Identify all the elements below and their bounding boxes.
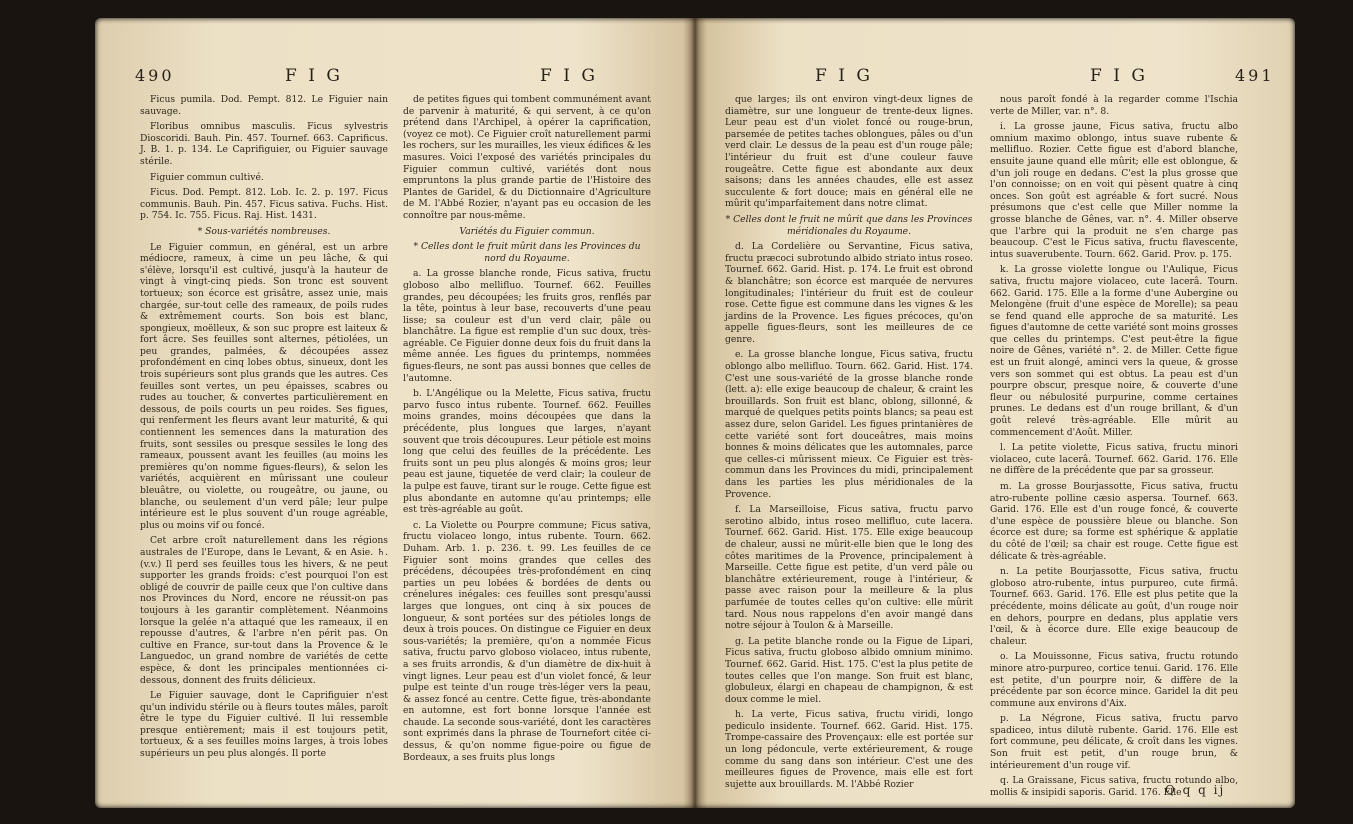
paragraph: * Celles dont le fruit ne mûrit que dans les Provinces méridionales du Royaume. (725, 213, 973, 237)
paragraph: Floribus omnibus masculis. Ficus sylvestris Dioscoridi. Bauh. Pin. 457. Tournef. 663. Caprificus. J. B. 1. p. 134. Le Caprifiguier, ou Figuier sauvage stérile. (140, 121, 388, 167)
paragraph: Le Figuier sauvage, dont le Caprifiguier n'est qu'un individu stérile ou à fleurs toutes mâles, paroît être le type du Figuier cultivé. Il lui ressemble presque entièrement; mais il est toujours petit, tortueux, & a ses feuilles moins larges, à trois lobes supérieurs un peu plus alongés. Il porte (140, 690, 388, 760)
paragraph: nous paroît fondé à la regarder comme l'Ischia verte de Miller, var. n°. 8. (990, 94, 1238, 117)
paragraph: g. La petite blanche ronde ou la Figue de Lipari, Ficus sativa, fructu globoso albido omnium minimo. Tournef. 662. Garid. Hist. 175. C'est la plus petite de toutes celles que l'on mange. Son fruit est blanc, globuleux, élargi en chapeau de champignon, & est doux comme le miel. (725, 635, 973, 705)
paragraph: Le Figuier commun, en général, est un arbre médiocre, rameux, à cime un peu lâche, & qui s'élève, lorsqu'il est cultivé, jusqu'à la hauteur de vingt à vingt-cinq pieds. Son tronc est souvent tortueux; son écorce est grisâtre, assez unie, mais chargée, sur-tout celle des rameaux, de poils rudes & extrêmement courts. Son bois est blanc, spongieux, moëlleux, & son suc propre est laiteux & fort âcre. Ses feuilles sont alternes, pétiolées, un peu grandes, palmées, & découpées assez profondément en cinq lobes obtus, sinueux, dont les trois supérieurs sont plus grands que les autres. Ces feuilles sont vertes, un peu épaisses, scabres ou rudes au toucher, & convertes particulièrement en dessous, de poils courts un peu roides. Ses figues, qui renferment les fleurs avant leur maturité, & qui contiennent les semences dans la maturation des fruits, sont sessiles ou presque sessiles le long des rameaux, poussent avant les feuilles (au moins les premières qu'on nomme figues-fleurs), & selon les variétés, acquièrent en mûrissant une couleur bleuâtre, ou violette, ou rougeâtre, ou jaune, ou blanche, ou seulement d'un verd pâle; leur pulpe intérieure est le plus souvent d'un rouge agréable, plus ou moins vif ou foncé. (140, 241, 388, 531)
right-page-number: 491 (1235, 66, 1275, 85)
paragraph: Ficus. Dod. Pempt. 812. Lob. Ic. 2. p. 197. Ficus communis. Bauh. Pin. 457. Ficus sativa. Fuchs. Hist. p. 754. Ic. 755. Ficus. Raj. Hist. 1431. (140, 187, 388, 222)
paragraph: Ficus pumila. Dod. Pempt. 812. Le Figuier nain sauvage. (140, 94, 388, 117)
paragraph: * Sous-variétés nombreuses. (197, 225, 331, 237)
right-column-2 (990, 94, 1238, 802)
right-running-head: F I G (815, 66, 873, 86)
paragraph: k. La grosse violette longue ou l'Aulique, Ficus sativa, fructu majore violaceo, cute lacerâ. Tourn. 662. Garid. 175. Elle a la forme d'une Aubergine ou Melongène (fruit d'une espèce de Morelle); sa peau se fend quand elle approche de sa maturité. Les figues d'automne de cette variété sont moins grosses que celles du printemps. C'est peut-être la figue noire de Gênes, variété n°. 2. de Miller. Cette figue est un fruit alongé, aminci vers la queue, & grosse vers son sommet qui est obtus. La peau est d'un pourpre obscur, presque noire, & couverte d'une fleur ou nébulosité purpurine, comme certaines prunes. Le dedans est d'un rouge brillant, & d'un goût relevé très-agréable. Elle mûrit au commencement d'Août. Miller. (990, 264, 1238, 438)
paragraph: d. La Cordelière ou Servantine, Ficus sativa, fructu præcoci subrotundo albido striato intus roseo. Tournef. 662. Garid. Hist. p. 174. Le fruit est obrond & blanchâtre; son écorce est marquée de nervures longitudinales; l'intérieur du fruit est de couleur rose. Cette figue est commune dans les vignes & les jardins de la Provence. Les figues précoces, qu'on appelle figues-fleurs, sont les meilleures de ce genre. (725, 241, 973, 345)
left-column-2 (403, 94, 651, 767)
paragraph: p. La Négrone, Ficus sativa, fructu parvo spadiceo, intus dilutè rubente. Garid. 176. Elle est fort commune, peu délicate, & croît dans les vignes. Son fruit est petit, d'un rouge brun, & intérieurement d'un rouge vif. (990, 713, 1238, 771)
paragraph: f. La Marseilloise, Ficus sativa, fructu parvo serotino albido, intus roseo mellifluo, cute lacera. Tournef. 662. Garid. Hist. 175. Elle exige beaucoup de chaleur, aussi ne mûrit-elle bien que le long des côtes maritimes de la Provence, principalement à Marseille. Cette figue est petite, d'un verd pâle ou blanchâtre extérieurement, rouge à l'intérieur, & passe avec raison pour la meilleure & la plus parfumée de toutes celles qu'on cultive: elle mûrit tard. Nous nous rappelons d'en avoir mangé dans notre séjour à Toulon & à Marseille. (725, 504, 973, 632)
right-page (695, 18, 1295, 808)
signature-mark: Q q q ij (1165, 783, 1226, 797)
paragraph: e. La grosse blanche longue, Ficus sativa, fructu oblongo albo mellifluo. Tourn. 662. Garid. Hist. 174. C'est une sous-variété de la grosse blanche ronde (lett. a): elle exige beaucoup de chaleur, & craint les brouillards. Son fruit est blanc, oblong, sillonné, & marqué de quelques petits points blancs; sa peau est assez dure, selon Garidel. Les figues printanières de cette variété sont fort douceâtres, mais moins bonnes & moins délicates que les automnales, parce que celles-ci mûrissent mieux. Ce Figuier est très-commun dans les Provinces du midi, principalement dans les parties les plus méridionales de la Provence. (725, 349, 973, 500)
paragraph: q. La Graissane, Ficus sativa, fructu rotundo albo, mollis & insipidi saporis. Garid. 176. Elle (990, 775, 1238, 798)
paragraph: c. La Violette ou Pourpre commune; Ficus sativa, fructu violaceo longo, intus rubente. Tourn. 662. Duham. Arb. 1. p. 236. t. 99. Les feuilles de ce Figuier sont moins grandes que celles des précédens, découpées très-profondément en cinq parties un peu lobées & bordées de dents ou crénelures inégales: ces feuilles sont presqu'aussi larges que longues, ont cinq à six pouces de longueur, & sont portées sur des pétioles longs de deux à trois pouces. On distingue ce Figuier en deux sous-variétés; la première, qu'on a nommée Ficus sativa, fructu parvo globoso violaceo, intus rubente, a ses fruits arrondis, & d'un diamètre de dix-huit à vingt lignes. Leur peau est d'un violet foncé, & leur pulpe est teinte d'un rouge très-léger vers la peau, & assez foncé au centre. Cette figue, très-abondante en automne, est fort bonne lorsque l'année est chaude. La seconde sous-variété, dont les caractères sont exprimés dans la phrase de Tournefort citée ci-dessus, & qu'on nomme figue-poire ou figue de Bordeaux, a ses fruits plus longs (403, 519, 651, 763)
left-page-number: 490 (135, 66, 175, 85)
right-column-1 (725, 94, 973, 794)
left-page (95, 18, 695, 808)
paragraph: b. L'Angélique ou la Melette, Ficus sativa, fructu parvo fusco intus rubente. Tournef. 662. Feuilles moins grandes, moins découpées que dans la précédente, plus longues que larges, n'ayant souvent que trois découpures. Leur pétiole est moins long que celui des feuilles de la précédente. Les fruits sont un peu plus alongés & moins gros; leur peau est jaune, tiquetée de verd clair; la couleur de la pulpe est fauve, tirant sur le rouge. Cette figue est plus abondante en automne qu'au printemps; elle est très-agréable au goût. (403, 388, 651, 516)
paragraph: n. La petite Bourjassotte, Ficus sativa, fructu globoso atro-rubente, intus purpureo, cute firmâ. Tournef. 663. Garid. 176. Elle est plus petite que la précédente, moins délicate au goût, d'un rouge noir en dehors, pourpre en dedans, plus applatie vers l'œil, & à écorce dure. Elle exige beaucoup de chaleur. (990, 566, 1238, 647)
open-book (95, 18, 1295, 818)
paragraph: de petites figues qui tombent communément avant de parvenir à maturité, & qui servent, à ce qu'on prétend dans l'Archipel, à opérer la caprification, (voyez ce mot). Ce Figuier croît naturellement parmi les rochers, sur les murailles, les vieux édifices & les masures. Voici l'exposé des variétés principales du Figuier commun cultivé, variétés dont nous empruntons la plus grande partie de l'Histoire des Plantes de Garidel, & du Dictionnaire d'Agriculture de M. l'Abbé Rozier, n'ayant pas eu occasion de les connoître par nous-même. (403, 94, 651, 221)
paragraph: Cet arbre croît naturellement dans les régions australes de l'Europe, dans le Levant, & en Asie. ♄. (v.v.) Il perd ses feuilles tous les hivers, & ne peut supporter les grands froids: c'est pourquoi l'on est obligé de couvrir de paille ceux que l'on cultive dans nos Provinces du Nord, encore ne réussit-on pas toujours à les garantir complètement. Néanmoins lorsque la gelée n'a attaqué que les rameaux, il en repousse d'autres, & l'arbre n'en périt pas. On cultive en France, sur-tout dans la Provence & le Languedoc, un grand nombre de variétés de cette espèce, & dont les principales mentionnées ci-dessous, donnent des fruits délicieux. (140, 535, 388, 686)
paragraph: * Celles dont le fruit mûrit dans les Provinces du nord du Royaume. (413, 241, 641, 264)
left-running-head: F I G (285, 66, 343, 86)
left-column-1 (140, 94, 388, 764)
paragraph: Figuier commun cultivé. (150, 171, 264, 183)
paragraph: que larges; ils ont environ vingt-deux lignes de diamètre, sur une longueur de trente-deux lignes. Leur peau est d'un violet foncé ou rouge-brun, parsemée de petites taches oblongues, pâles ou d'un verd clair. Le dessus de la peau est d'un rouge pâle; l'intérieur du fruit est d'une couleur fauve rougeâtre. Cette figue est abondante aux deux saisons; dans les années chaudes, elle est assez succulente & fort douce; mais en général elle ne mûrit qu'imparfaitement dans notre climat. (725, 94, 973, 210)
paragraph: a. La grosse blanche ronde, Ficus sativa, fructu globoso albo mellifluo. Tournef. 662. Feuilles grandes, peu découpées; les fruits gros, renflés par la tête, pointus à leur base, recouverts d'une peau lisse; sa couleur est d'un verd clair, pâle ou blanchâtre. La figue est remplie d'un suc doux, très-agréable. Ce Figuier donne deux fois du fruit dans la même année. Les figues du printemps, nommées figues-fleurs, ne sont pas aussi bonnes que celles de l'automne. (403, 268, 651, 384)
paragraph: l. La petite violette, Ficus sativa, fructu minori violaceo, cute lacerâ. Tournef. 662. Garid. 176. Elle ne diffère de la précédente que par sa grosseur. (990, 442, 1238, 477)
right-running-head-2: F I G (1090, 66, 1148, 86)
paragraph: o. La Mouissonne, Ficus sativa, fructu rotundo minore atro-purpureo, cortice tenui. Garid. 176. Elle est petite, d'un pourpre noir, & diffère de la précédente par son écorce mince. Garidel la dit peu commune aux environs d'Aix. (990, 651, 1238, 709)
left-running-head-2: F I G (540, 66, 598, 86)
paragraph: m. La grosse Bourjassotte, Ficus sativa, fructu atro-rubente polline cæsio aspersa. Tournef. 663. Garid. 176. Elle est d'un rouge foncé, & couverte d'une espèce de poussière bleue ou blanche. Son écorce est dure; sa forme est sphérique & applatie du côté de l'œil; sa chair est rouge. Cette figue est délicate & très-agréable. (990, 481, 1238, 562)
book-gutter (683, 18, 707, 808)
paragraph: i. La grosse jaune, Ficus sativa, fructu albo omnium maximo oblongo, intus suave rubente & mellifluo. Rozier. Cette figue est d'abord blanche, ensuite jaune quand elle mûrit; elle est oblongue, & d'un joli rouge en dedans. C'est la plus grosse que l'on connoisse; on en voit qui pèsent quatre à cinq onces. Son goût est agréable & fort sucré. Nous présumons que c'est celle que Miller nomme la grosse blanche de Gênes, var. n°. 4. Miller observe que l'arbre qui la produit ne s'en charge pas beaucoup. C'est le Ficus sativa, fructu flavescente, intus suaverubente. Tourn. 662. Garid. Prov. p. 175. (990, 121, 1238, 260)
paragraph: Variétés du Figuier commun. (459, 225, 595, 237)
paragraph: h. La verte, Ficus sativa, fructu viridi, longo pediculo insidente. Tournef. 662. Garid. Hist. 175. Trompe-cassaire des Provençaux: elle est portée sur un long pédoncule, verte extérieurement, & rouge comme du sang dans son intérieur. C'est une des meilleures figues de Provence, mais elle est fort sujette aux brouillards. M. l'Abbé Rozier (725, 709, 973, 790)
